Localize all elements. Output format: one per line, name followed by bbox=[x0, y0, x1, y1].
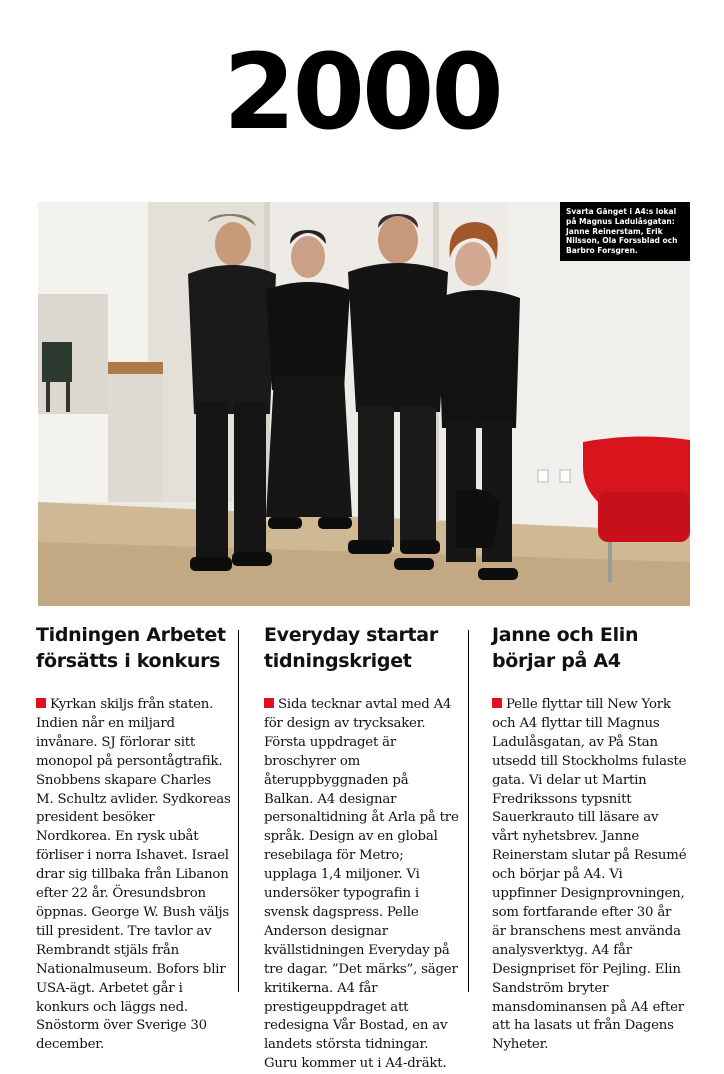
column-divider-2 bbox=[468, 630, 469, 992]
group-photo-illustration bbox=[38, 202, 690, 606]
column-1-text: Kyrkan skiljs från staten. Indien når en miljard invånare. SJ förlorar sitt monopol på persontågtrafik. Snobbens skapare Charles M. Schultz avlider. Sydkoreas president besöker Nordkorea. En rysk ubåt förliser i norra Ishavet. Israel drar sig tillbaka från Libanon efter 22 år. Öresundsbron öppnas. George W. Bush väljs till president. Tre tavlor av Rembrandt stjäls från Nationalmuseum. Bofors blir USA-ägt. Arbetet går i konkurs och läggs ned. Snöstorm över Sverige 30 december. bbox=[36, 697, 231, 1053]
page-year-title: 2000 bbox=[223, 31, 501, 153]
column-3-heading: Janne och Elin börjar på A4 bbox=[492, 624, 639, 672]
article-columns bbox=[36, 622, 688, 1072]
column-3 bbox=[492, 622, 688, 1055]
column-3-text: Pelle flyttar till New York och A4 flyttar till Magnus Ladulåsgatan, av På Stan utsedd till Stockholms fulaste gata. Vi delar ut Martin Fredrikssons typsnitt Sauerkrauto till läsare av vårt nyhetsbrev. Janne Reinerstam slutar på Resumé och börjar på A4. Vi uppfinner Designprovningen, som fortfarande efter 30 år är branschens mest använda analysverktyg. A4 får Designpriset för Pejling. Elin Sandström bryter mansdominansen på A4 efter att ha lasats ut från Dagens Nyheter. bbox=[492, 697, 687, 1053]
photo-caption: Svarta Gänget i A4:s lokal på Magnus Ladulåsgatan: Janne Reinerstam, Erik Nilsson, Ola Forssblad och Barbro Forsgren. bbox=[560, 202, 690, 261]
column-2-text: Sida tecknar avtal med A4 för design av trycksaker. Första uppdraget är broschyrer om återuppbyggnaden på Balkan. A4 designar personaltidning åt Arla på tre språk. Design av en global resebilaga för Metro; upplaga 1,4 miljoner. Vi undersöker typografin i svensk dagspress. Pelle Anderson designar kvällstidningen Everyday på tre dagar. ”Det märks”, säger kritikerna. A4 får prestigeuppdraget att redesigna Vår Bostad, en av landets största tidningar. Guru kommer ut i A4-dräkt. bbox=[264, 697, 459, 1072]
column-1 bbox=[36, 622, 232, 1055]
red-square-bullet-icon bbox=[36, 698, 46, 708]
red-square-bullet-icon bbox=[264, 698, 274, 708]
column-2 bbox=[264, 622, 460, 1074]
column-3-body bbox=[492, 696, 688, 1055]
column-2-body bbox=[264, 696, 460, 1074]
column-2-heading: Everyday startar tidningskriget bbox=[264, 624, 438, 672]
column-1-heading: Tidningen Arbetet försätts i konkurs bbox=[36, 624, 226, 672]
column-divider-1 bbox=[238, 630, 239, 992]
group-photo bbox=[38, 202, 690, 606]
red-square-bullet-icon bbox=[492, 698, 502, 708]
column-1-body bbox=[36, 696, 232, 1055]
